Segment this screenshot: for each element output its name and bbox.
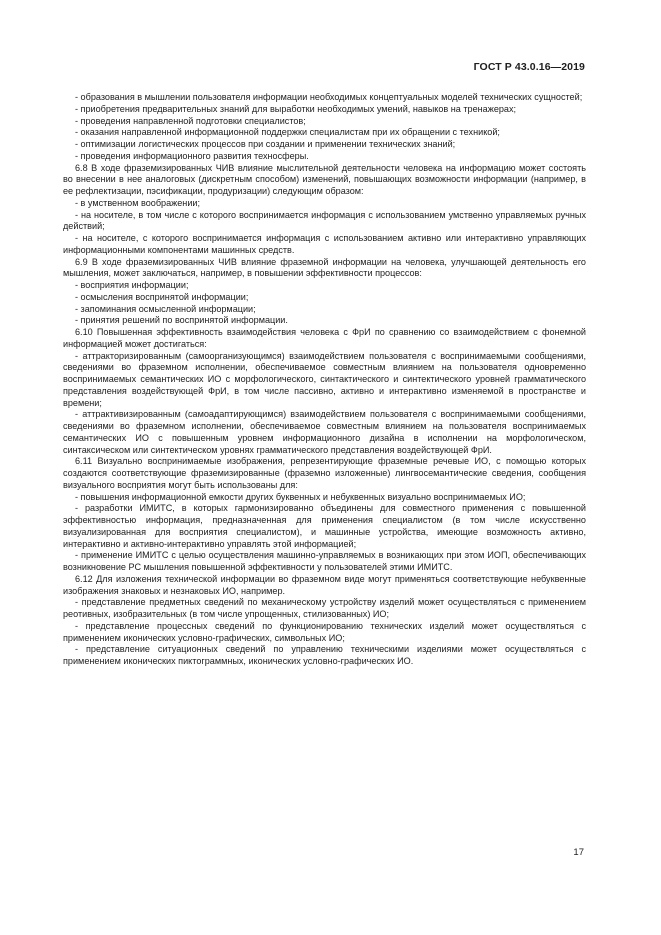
paragraph: 6.11 Визуально воспринимаемые изображения, репрезентирующие фраземные речевые ИО, с помощью которых создаются соответствующие фраземизированные (фраземно изложенные) лингвосемантические сведения, сообщения визуального восприятия могут быть использованы для: <box>63 456 586 490</box>
paragraph: - запоминания осмысленной информации; <box>75 303 256 314</box>
paragraph: - проведения направленной подготовки специалистов; <box>75 115 306 126</box>
paragraph: - осмысления воспринятой информации; <box>75 291 249 302</box>
paragraph: - принятия решений по воспринятой информации. <box>75 315 288 326</box>
paragraph: - представление ситуационных сведений по управлению техническими изделиями может осуществляться с применением иконических пиктограммных, иконических условно-графических ИО. <box>63 644 586 666</box>
paragraph: - представление процессных сведений по функционированию технических изделий может осуществляться с применением иконических условно-графических, символьных ИО; <box>63 620 586 643</box>
paragraph: - аттрактивизированным (самоадаптирующимся) взаимодействием пользователя с воспринимаемыми сообщениями, сведениями во фраземном исполнении, обеспечиваемое совместным влиянием на пользователя воспринимаемых семантических ИО с повышенным уровнем информационного дизайна в исполнении на морфологическом, синтаксическом или синтектическом уровнях грамматического представления воздействующей ФрИ. <box>63 409 586 455</box>
paragraph: - приобретения предварительных знаний для выработки необходимых умений, навыков на тренажерах; <box>75 103 517 114</box>
paragraph: - в умственном воображении; <box>75 197 201 208</box>
paragraph: - разработки ИМИТС, в которых гармонизированно объединены для совместного применения с повышенной эффективностью информация, предназначенная для применения специалистом (в том числе искусственно визуализированная для восприятия специалистом), и машинные устройства, имеющие возможность активно, интерактивно и активно-интерактивно управлять этой информацией; <box>63 503 586 549</box>
paragraph: - на носителе, с которого воспринимается информация с использованием активно или интерактивно управляющих информационными компонентами машинных средств. <box>63 233 586 255</box>
paragraph: 6.9 В ходе фраземизированных ЧИВ влияние фраземной информации на человека, улучшающей деятельность его мышления, может заключаться, например, в повышении эффективности процессов: <box>63 256 586 279</box>
paragraph: - образования в мышлении пользователя информации необходимых концептуальных моделей технических сущностей; <box>75 92 583 102</box>
document-body <box>63 92 586 668</box>
paragraph: 6.12 Для изложения технической информации во фраземном виде могут применяться соответствующие небуквенные изображения знаковых и незнаковых ИО, например. <box>63 573 586 596</box>
page-number: 17 <box>573 847 584 858</box>
paragraph: - проведения информационного развития техносферы. <box>75 150 309 161</box>
paragraph: - на носителе, в том числе с которого воспринимается информация с использованием умственно управляемых ручных действий; <box>63 209 586 232</box>
paragraph: - оптимизации логистических процессов при создании и применении технических знаний; <box>75 139 456 149</box>
paragraph: 6.8 В ходе фраземизированных ЧИВ влияние мыслительной деятельности человека на информацию может состоять во внесении в нее аналоговых (дискретным способом) изменений, повышающих возможности информации (например, в ее рефлектизации, пэсификации, продуризации) следующим образом: <box>63 162 586 196</box>
paragraph: - повышения информационной емкости других буквенных и небуквенных визуально воспринимаемых ИО; <box>75 491 526 502</box>
paragraph: - аттракторизированным (самоорганизующимся) взаимодействием пользователя с воспринимаемыми сообщениями, сведениями во фраземном исполнении, обеспечиваемое совместным влиянием на пользователя одновременно воспринимаемых семантических ИО с морфологического, синтактического и синтектического уровней грамматического представления воздействующей ФрИ, в том числе пассивно, активно и интерактивно изменяемой в пространстве и времени; <box>63 350 586 408</box>
paragraph: - оказания направленной информационной поддержки специалистам при их обращении с техникой; <box>75 127 500 138</box>
standard-code-header: ГОСТ Р 43.0.16—2019 <box>473 61 585 73</box>
paragraph: 6.10 Повышенная эффективность взаимодействия человека с ФрИ по сравнению со взаимодействием с фонемной информацией может достигаться: <box>63 327 586 349</box>
paragraph: - представление предметных сведений по механическому устройству изделий может осуществляться с применением реотивных, изобразительных (в том числе упрощенных, стилизованных) ИО; <box>63 597 586 619</box>
paragraph: - восприятия информации; <box>75 280 189 290</box>
paragraph: - применение ИМИТС с целью осуществления машинно-управляемых в возникающих при этом ИОП, обеспечивающих возникновение РС мышления повышенной эффективности у пользователей этими ИМИТС. <box>63 550 586 572</box>
